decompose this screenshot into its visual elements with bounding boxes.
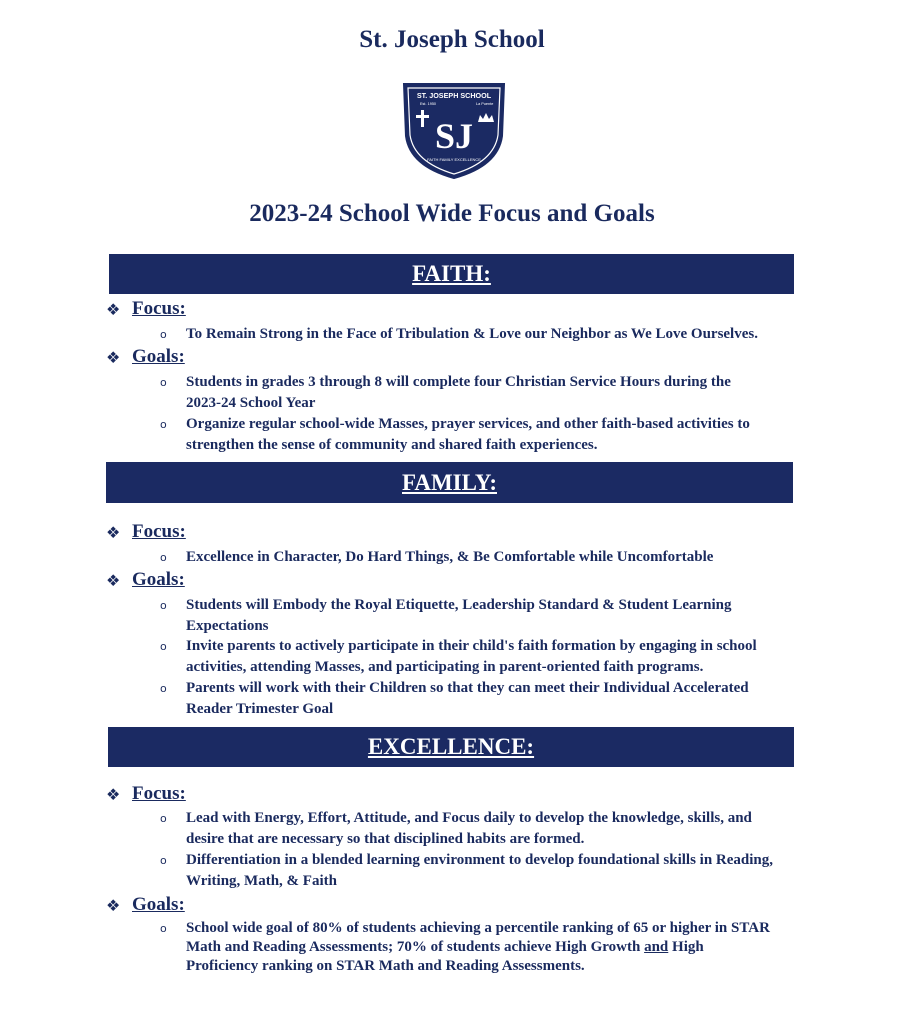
- diamond-bullet-icon: ❖: [106, 570, 121, 590]
- family-goals-heading: ❖ Goals:: [106, 569, 185, 590]
- logo-school-name: ST. JOSEPH SCHOOL: [416, 91, 492, 100]
- diamond-bullet-icon: ❖: [106, 299, 121, 319]
- underlined-and: and: [644, 939, 669, 955]
- circle-bullet-icon: o: [160, 640, 167, 653]
- excellence-goal-item: o School wide goal of 80% of students achieving a percentile ranking of 65 or higher in STAR Math and Reading Assessments; 70% of students achieve High Growth and High Proficiency ranking on STAR Math and Reading Assessments.: [160, 920, 770, 974]
- page-title: St. Joseph School: [359, 26, 545, 53]
- logo-motto: FAITH FAMILY EXCELLENCE: [427, 157, 481, 162]
- page-subtitle: 2023-24 School Wide Focus and Goals: [249, 200, 655, 227]
- circle-bullet-icon: o: [160, 376, 167, 389]
- excellence-focus-item: o Lead with Energy, Effort, Attitude, and Focus daily to develop the knowledge, skills, and desire that are necessary so that disciplined habits are formed.: [160, 810, 752, 847]
- diamond-bullet-icon: ❖: [106, 522, 121, 542]
- logo-monogram: SJ: [434, 116, 474, 156]
- circle-bullet-icon: o: [160, 599, 167, 612]
- circle-bullet-icon: o: [160, 551, 167, 564]
- excellence-goals-heading: ❖ Goals:: [106, 894, 185, 915]
- excellence-focus-heading: ❖ Focus:: [106, 783, 186, 804]
- family-banner: FAMILY:: [106, 462, 793, 503]
- circle-bullet-icon: o: [160, 418, 167, 431]
- excellence-banner: EXCELLENCE:: [108, 727, 794, 767]
- faith-banner: FAITH:: [109, 254, 794, 294]
- excellence-focus-item: o Differentiation in a blended learning environment to develop foundational skills in Reading, Writing, Math, & Faith: [160, 852, 774, 889]
- faith-focus-heading: ❖ Focus:: [106, 298, 186, 319]
- family-focus-heading: ❖ Focus:: [106, 521, 186, 542]
- faith-focus-item: o To Remain Strong in the Face of Tribulation & Love our Neighbor as We Love Ourselves.: [160, 324, 800, 345]
- logo-established: Est. 1950: [420, 102, 437, 106]
- family-goal-item: o Students will Embody the Royal Etiquette, Leadership Standard & Student Learning Expectations: [160, 597, 732, 634]
- diamond-bullet-icon: ❖: [106, 347, 121, 367]
- circle-bullet-icon: o: [160, 328, 167, 341]
- logo-city: La Puente: [476, 102, 494, 106]
- faith-goals-heading: ❖ Goals:: [106, 346, 185, 367]
- diamond-bullet-icon: ❖: [106, 784, 121, 804]
- family-goal-item: o Invite parents to actively participate in their child's faith formation by engaging in school activities, attending Masses, and participating in parent-oriented faith programs.: [160, 638, 757, 675]
- circle-bullet-icon: o: [160, 922, 167, 935]
- circle-bullet-icon: o: [160, 854, 167, 867]
- family-goal-item: o Parents will work with their Children so that they can meet their Individual Accelerated Reader Trimester Goal: [160, 680, 749, 717]
- circle-bullet-icon: o: [160, 682, 167, 695]
- faith-goal-item: o Students in grades 3 through 8 will complete four Christian Service Hours during the 2023-24 School Year: [160, 374, 731, 411]
- family-focus-item: o Excellence in Character, Do Hard Things, & Be Comfortable while Uncomfortable: [160, 547, 800, 568]
- diamond-bullet-icon: ❖: [106, 895, 121, 915]
- school-logo: [398, 78, 510, 180]
- faith-goal-item: o Organize regular school-wide Masses, prayer services, and other faith-based activities to strengthen the sense of community and shared faith experiences.: [160, 416, 750, 453]
- circle-bullet-icon: o: [160, 812, 167, 825]
